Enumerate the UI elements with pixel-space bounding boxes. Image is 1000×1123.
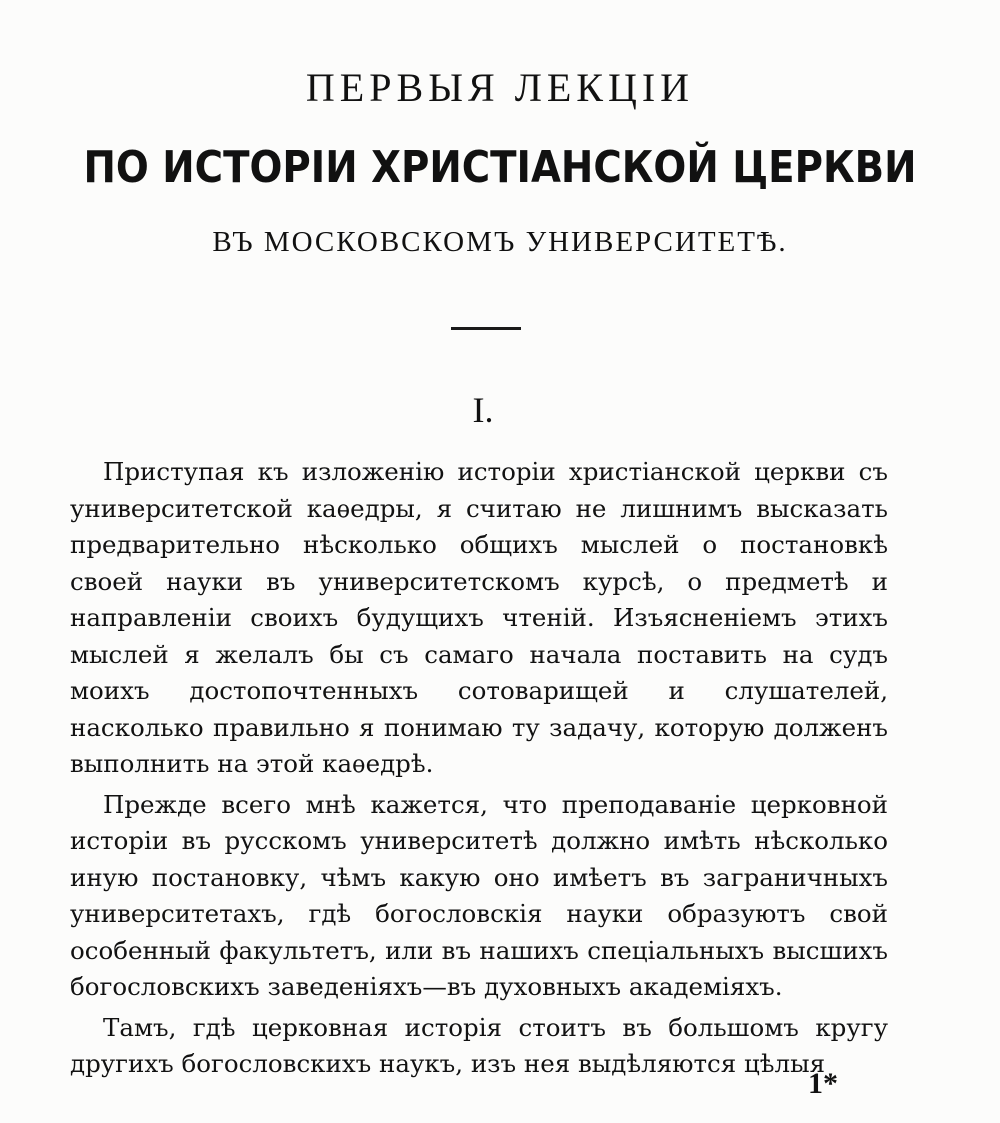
paragraph-1: Приступая къ изложенію исторіи христіанской церкви съ университетской каѳедры, я считаю не лишнимъ высказать предварительно нѣсколько общихъ мыслей о постановкѣ своей науки въ университетскомъ курсѣ, о предметѣ и направленіи своихъ будущихъ чтеній. Изъясненіемъ этихъ мыслей я желалъ бы съ самаго начала поставить на судъ моихъ достопочтенныхъ сотоварищей и слушателей, насколько правильно я понимаю ту задачу, которую долженъ выполнить на этой каѳедрѣ. (70, 457, 888, 778)
title-university-line: ВЪ МОСКОВСКОМЪ УНИВЕРСИТЕТѢ. (212, 226, 788, 258)
title-main-heading: ПО ИСТОРІИ ХРИСТІАНСКОЙ ЦЕРКВИ (83, 142, 917, 193)
paragraph-2: Прежде всего мнѣ кажется, что преподаваніе церковной исторіи въ русскомъ университетѣ должно имѣть нѣсколько иную постановку, чѣмъ какую оно имѣетъ въ заграничныхъ университетахъ, гдѣ богословскія науки образуютъ свой особенный факультетъ, или въ нашихъ спеціальныхъ высшихъ богословскихъ заведеніяхъ—въ духовныхъ академіяхъ. (70, 789, 888, 1001)
section-number: I. (472, 390, 494, 430)
paragraph-3: Тамъ, гдѣ церковная исторія стоитъ въ большомъ кругу другихъ богословскихъ наукъ, изъ нея выдѣляются цѣлыя (70, 1012, 888, 1078)
signature-mark: 1* (808, 1067, 838, 1100)
title-first-lectures: ПЕРВЫЯ ЛЕКЦІИ (305, 65, 695, 110)
body-text (70, 454, 888, 1087)
title-divider-rule (451, 327, 521, 330)
